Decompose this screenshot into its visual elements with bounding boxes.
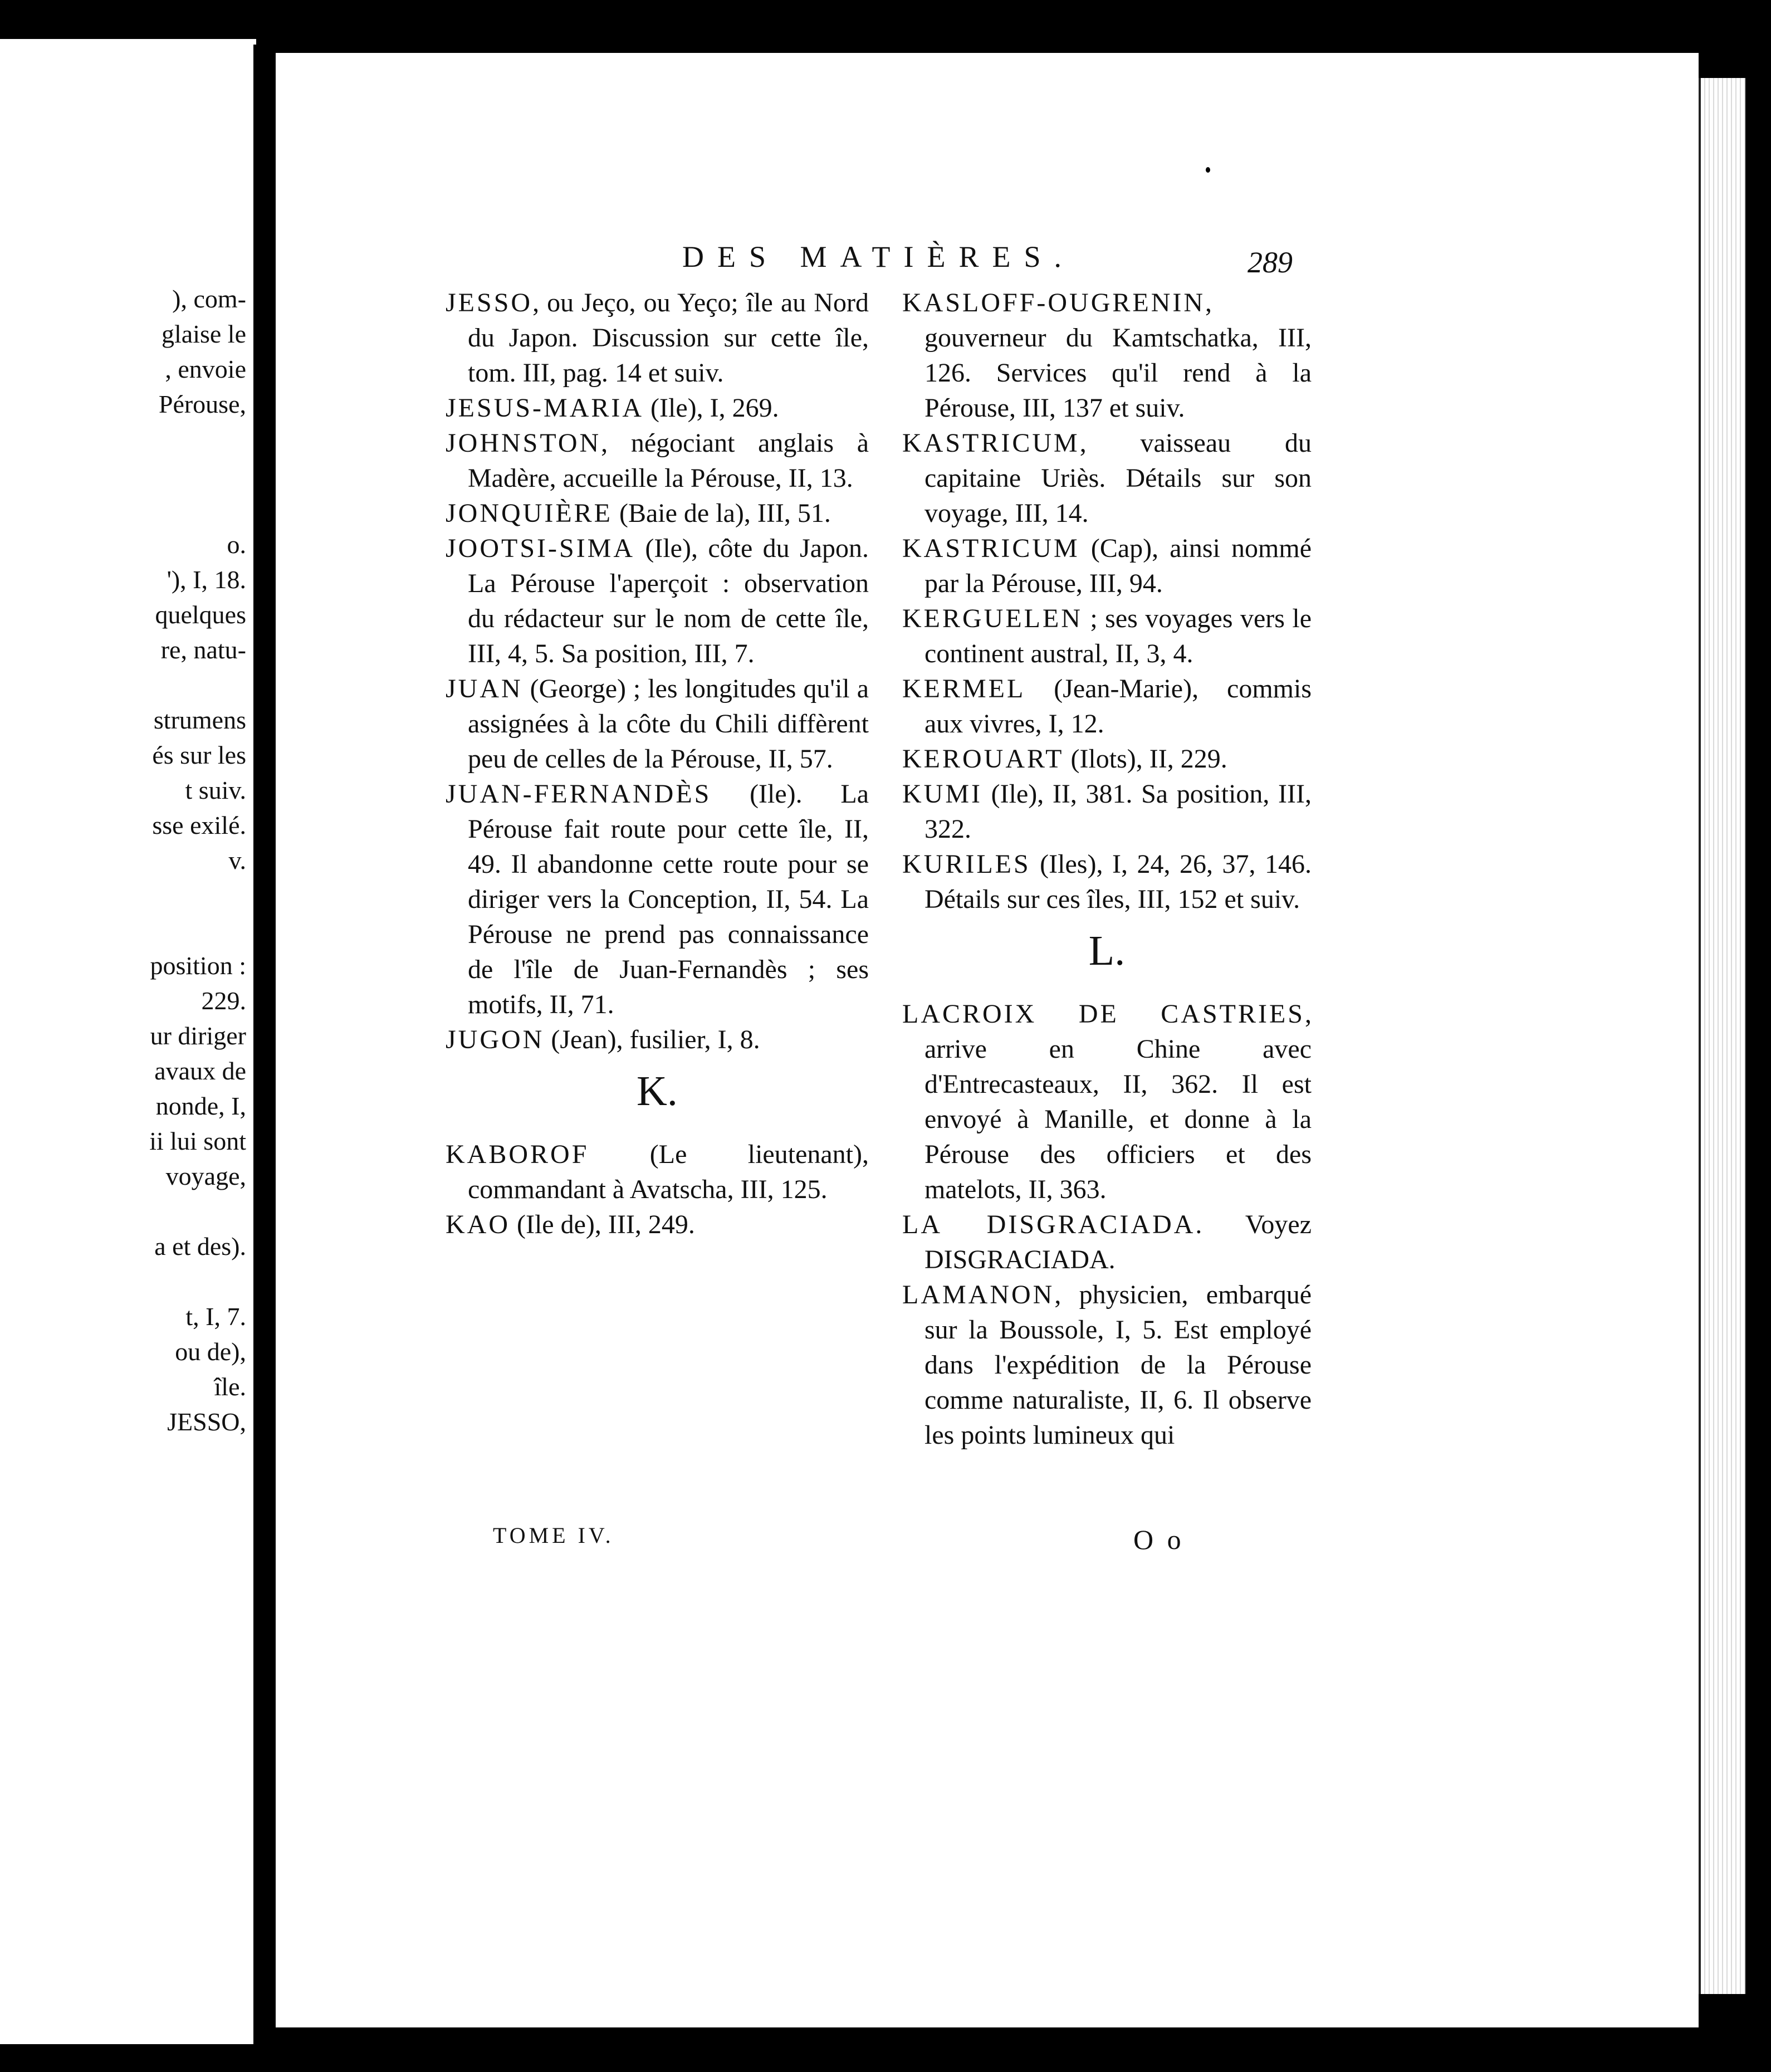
left-fragment-line: re, natu- (160, 636, 246, 664)
left-fragment-line: île. (214, 1372, 246, 1401)
left-fragment-line: t, I, 7. (185, 1302, 246, 1331)
index-entry-text: (Ile). La Pérouse fait route pour cette île, II, 49. Il abandonne cette route pour se diriger vers la Conception, II, 54. La Pérouse ne prend pas connaissance de l'île de Juan-Fernandès ; ses motifs, II, 71. (468, 779, 869, 1019)
left-page-fragment (0, 39, 256, 2044)
index-entry (446, 285, 869, 390)
index-entry-text: . Voyez DISGRACIADA. (924, 1210, 1312, 1274)
index-term: JONQUIÈRE (446, 499, 613, 528)
left-fragment-line: t suiv. (185, 776, 246, 804)
index-entry (902, 1277, 1312, 1453)
running-header: DES MATIÈRES. (682, 240, 1075, 273)
index-column-right (902, 285, 1312, 1453)
entries-l (902, 996, 1312, 1453)
entries-k-continued (902, 285, 1312, 917)
index-entry-text: (Jean), fusilier, I, 8. (544, 1025, 760, 1054)
left-fragment-line: v. (228, 846, 246, 874)
paper-speck (1206, 167, 1210, 173)
index-term: JOHNSTON (446, 428, 601, 458)
index-entry (902, 531, 1312, 601)
book-gutter (253, 45, 276, 2050)
index-term: JESUS-MARIA (446, 393, 644, 423)
left-fragment-line: strumens (153, 706, 246, 734)
index-entry-text: (Baie de la), III, 51. (612, 499, 831, 528)
index-entry-text: (Le lieutenant), commandant à Avatscha, III, 125. (468, 1140, 869, 1204)
index-term: KAO (446, 1210, 510, 1239)
left-fragment-line: avaux de (154, 1057, 246, 1085)
gathering-signature: O o (1133, 1524, 1185, 1555)
index-term: LAMANON (902, 1280, 1055, 1309)
index-entry (902, 426, 1312, 531)
index-term: JUAN (446, 674, 523, 703)
index-entry-text: , ou Jeço, ou Yeço; île au Nord du Japon. Discussion sur cette île, tom. III, pag. 14 et suiv. (468, 288, 869, 388)
index-entry (902, 285, 1312, 426)
index-entry-text: , gouverneur du Kamtschatka, III, 126. Services qu'il rend à la Pérouse, III, 137 et suiv. (924, 288, 1312, 423)
index-column-left (446, 285, 869, 1242)
index-entry (446, 531, 869, 671)
volume-signature: TOME IV. (493, 1523, 614, 1548)
index-entry-text: (Ile), II, 381. Sa position, III, 322. (924, 779, 1312, 844)
index-term: KEROUART (902, 744, 1064, 774)
left-fragment-line: 229. (201, 986, 246, 1015)
index-entry-text: , négociant anglais à Madère, accueille la Pérouse, II, 13. (468, 428, 869, 493)
index-entry (446, 671, 869, 776)
index-entry-text: (Ile), côte du Japon. La Pérouse l'aperçoit : observation du rédacteur sur le nom de cette île, III, 4, 5. Sa position, III, 7. (468, 534, 869, 668)
index-term: KERMEL (902, 674, 1026, 703)
index-entry-text: (Ile), I, 269. (644, 393, 779, 423)
entries-j (446, 285, 869, 1057)
index-entry (446, 776, 869, 1022)
left-fragment-line: és sur les (152, 741, 246, 769)
index-entry-text: ; ses voyages vers le continent austral, II, 3, 4. (924, 604, 1312, 668)
index-term: LACROIX DE CASTRIES (902, 999, 1305, 1029)
index-term: JUGON (446, 1025, 545, 1054)
index-entry-text: (Cap), ainsi nommé par la Pérouse, III, 94. (924, 534, 1312, 598)
left-fragment-line: ur diriger (150, 1022, 246, 1050)
index-entry (902, 1207, 1312, 1277)
index-term: KERGUELEN (902, 604, 1083, 633)
section-letter-k: K. (637, 1068, 678, 1115)
index-entry-text: (George) ; les longitudes qu'il a assignées à la côte du Chili diffèrent peu de celles de la Pérouse, II, 57. (468, 674, 869, 774)
left-fragment-line: ii lui sont (149, 1127, 246, 1155)
entries-k (446, 1137, 869, 1242)
section-letter-l: L. (1088, 927, 1126, 974)
index-entry-text: , physicien, embarqué sur la Boussole, I, 5. Est employé dans l'expédition de la Pérouse comme naturaliste, II, 6. Il observe les points lumineux qui (924, 1280, 1312, 1450)
left-fragment-line: sse exilé. (152, 811, 246, 839)
left-fragment-line: voyage, (165, 1162, 246, 1190)
index-entry-text: (Iles), I, 24, 26, 37, 146. Détails sur ces îles, III, 152 et suiv. (924, 849, 1312, 914)
left-fragment-line: , envoie (165, 355, 246, 383)
left-fragment-line: position : (150, 951, 246, 980)
index-term: JESSO (446, 288, 533, 317)
index-entry (446, 426, 869, 496)
page-edge (1699, 78, 1745, 1994)
index-entry (902, 671, 1312, 741)
index-term: JOOTSI-SIMA (446, 534, 635, 563)
left-fragment-line: nonde, I, (155, 1092, 246, 1120)
left-fragment-line: ou de), (175, 1337, 246, 1366)
index-entry (902, 741, 1312, 776)
index-term: LA DISGRACIADA (902, 1210, 1196, 1239)
index-term: KUMI (902, 779, 982, 809)
index-entry (446, 1022, 869, 1057)
left-fragment-line: '), I, 18. (167, 565, 246, 594)
left-fragment-line: JESSO, (167, 1408, 246, 1436)
right-page (276, 53, 1699, 2027)
index-entry (446, 1137, 869, 1207)
index-term: JUAN-FERNANDÈS (446, 779, 712, 809)
index-entry-text: (Ilots), II, 229. (1064, 744, 1227, 774)
index-entry (902, 601, 1312, 671)
left-fragment-line: quelques (155, 600, 246, 629)
index-entry (902, 996, 1312, 1207)
index-entry-text: , vaisseau du capitaine Uriès. Détails sur son voyage, III, 14. (924, 428, 1312, 528)
index-entry (446, 496, 869, 531)
index-entry-text: (Jean-Marie), commis aux vivres, I, 12. (924, 674, 1312, 739)
index-entry (446, 1207, 869, 1242)
left-fragment-line: glaise le (162, 320, 246, 348)
left-fragment-line: a et des). (154, 1232, 246, 1260)
left-fragment-line: o. (227, 530, 246, 559)
left-fragment-line: Pérouse, (158, 390, 246, 418)
index-term: KABOROF (446, 1140, 589, 1169)
index-term: KASTRICUM (902, 534, 1080, 563)
page-number: 289 (1247, 246, 1293, 279)
index-term: KURILES (902, 849, 1031, 879)
index-term: KASTRICUM (902, 428, 1080, 458)
index-entry-text: (Ile de), III, 249. (510, 1210, 695, 1239)
index-entry (902, 776, 1312, 847)
index-entry-text: , arrive en Chine avec d'Entrecasteaux, II, 362. Il est envoyé à Manille, et donne à la Pérouse des officiers et des matelots, II, 363. (924, 999, 1312, 1204)
index-entry (902, 847, 1312, 917)
index-entry (446, 390, 869, 426)
left-fragment-line: ), com- (172, 285, 246, 313)
index-term: KASLOFF-OUGRENIN (902, 288, 1206, 317)
